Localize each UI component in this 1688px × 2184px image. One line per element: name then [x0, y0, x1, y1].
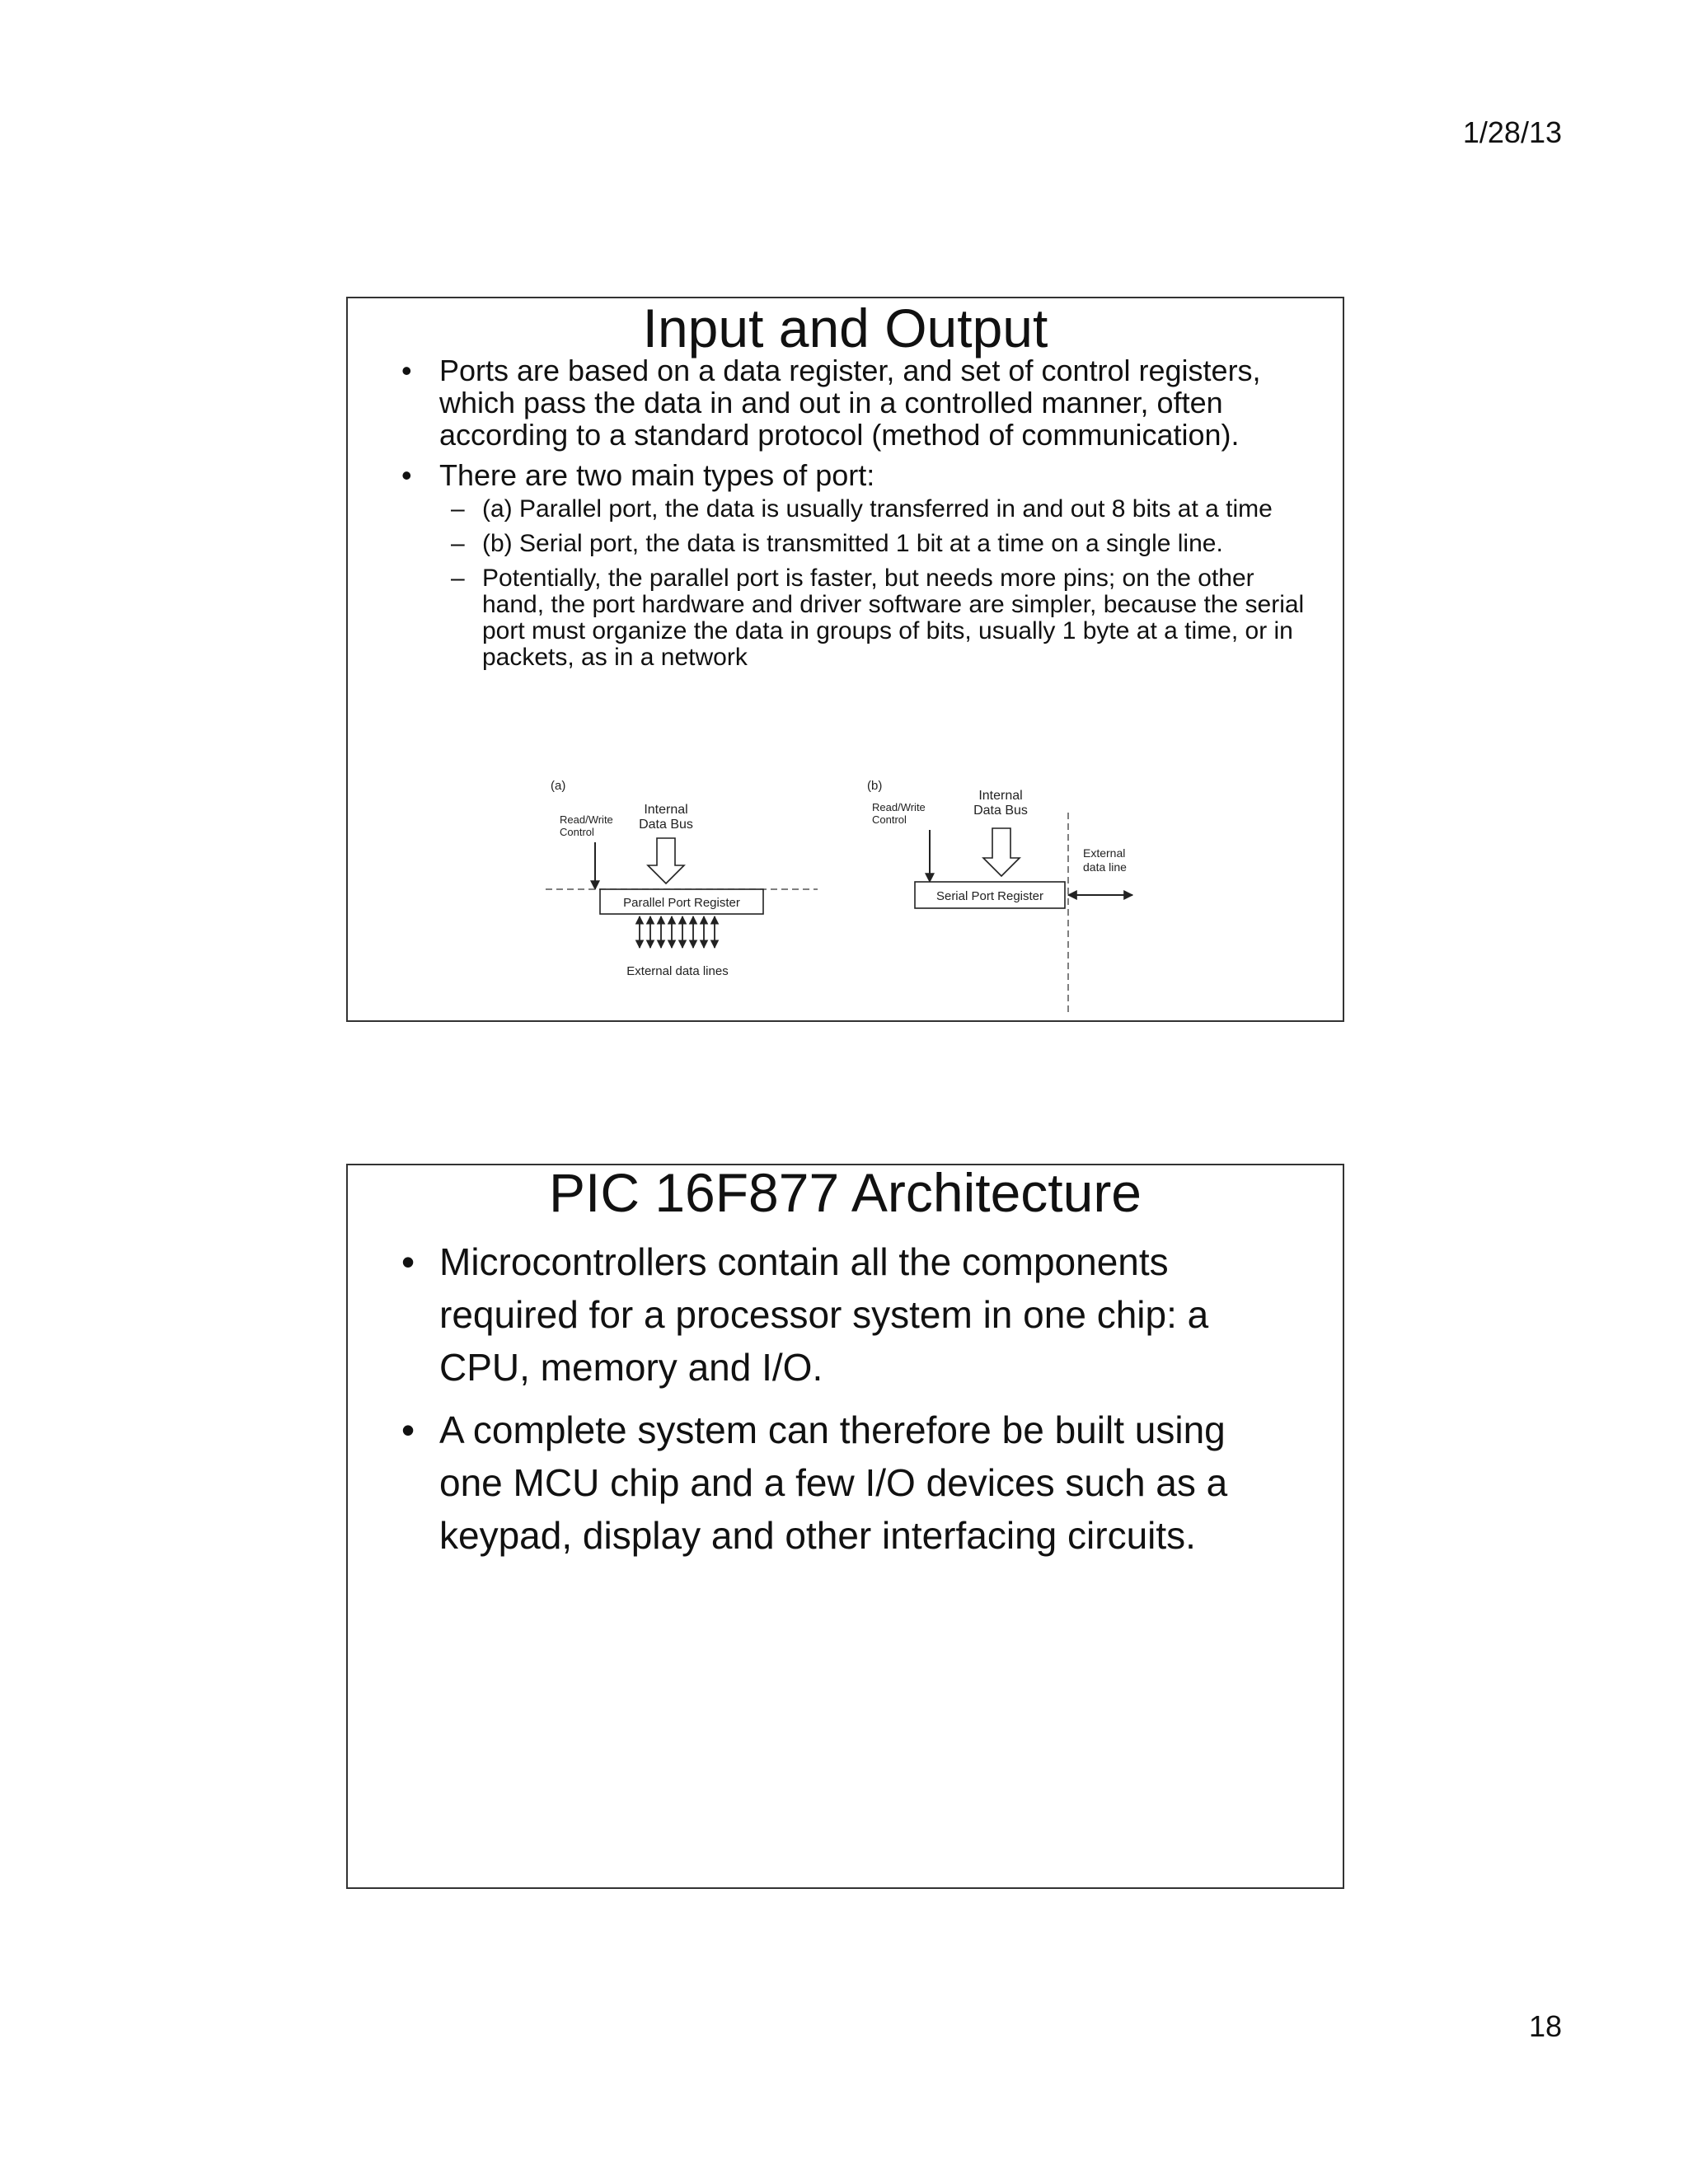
- slide-input-output: [346, 297, 1344, 1022]
- sub-bullet-item: – (b) Serial port, the data is transmitted 1 bit at a time on a single line.: [439, 531, 1316, 557]
- external-data-lines-label: External data lines: [626, 964, 729, 978]
- parallel-register-label: Parallel Port Register: [623, 896, 740, 910]
- external-data-line-label: External: [1083, 846, 1126, 860]
- bullet-item: • A complete system can therefore be built using one MCU chip and a few I/O devices such as a keypad, display and other interfacing circuits.: [401, 1404, 1292, 1562]
- data-bus-arrow: [648, 838, 684, 883]
- external-data-line-arrows: [640, 916, 715, 948]
- diagram-a-tag: (a): [551, 779, 566, 793]
- page-number: 18: [1528, 2009, 1562, 2043]
- diagram-b-tag: (b): [867, 779, 883, 793]
- diagram-a-bus-label: Internal: [644, 803, 688, 817]
- diagram-b-bus-label: Internal: [978, 789, 1023, 803]
- diagram-a-rw-label: Read/Write: [560, 813, 613, 826]
- bullet-item: • Microcontrollers contain all the components required for a processor system in one chip: a CPU, memory and I/O.: [401, 1235, 1292, 1394]
- bullet-item: [401, 459, 1316, 671]
- data-bus-arrow: [983, 828, 1020, 876]
- slide-title: PIC 16F877 Architecture: [548, 1162, 1142, 1223]
- serial-register-label: Serial Port Register: [935, 889, 1044, 903]
- port-diagram: [546, 776, 1172, 1015]
- diagram-b-bus-label: Data Bus: [973, 804, 1028, 818]
- diagram-a-bus-label: Data Bus: [639, 818, 693, 832]
- page-date: 1/28/13: [1462, 115, 1562, 149]
- diagram-a-rw-label: Control: [560, 826, 594, 838]
- sub-bullet-list: [439, 496, 1316, 671]
- bullet-list: [401, 1235, 1292, 1572]
- bullet-list: [401, 354, 1316, 679]
- slide-pic-architecture: [346, 1164, 1344, 1889]
- sub-bullet-item: – (a) Parallel port, the data is usually transferred in and out 8 bits at a time: [439, 496, 1316, 523]
- slide-title: Input and Output: [642, 298, 1048, 359]
- bullet-item: • Ports are based on a data register, and set of control registers, which pass the data in and out in a controlled manner, often according to a standard protocol (method of communication).: [401, 354, 1316, 451]
- serial-port-diagram: [867, 779, 1132, 1015]
- diagram-b-rw-label: Control: [872, 813, 907, 826]
- external-data-line-label: data line: [1083, 860, 1127, 874]
- diagram-b-rw-label: Read/Write: [872, 801, 926, 813]
- parallel-port-diagram: [546, 779, 818, 978]
- bullet-text: There are two main types of port:: [439, 458, 875, 492]
- sub-bullet-item: – Potentially, the parallel port is faster, but needs more pins; on the other hand, the port hardware and driver software are simpler, because the serial port must organize the data in groups of bits, usually 1 byte at a time, or in packets, as in a network: [439, 565, 1316, 671]
